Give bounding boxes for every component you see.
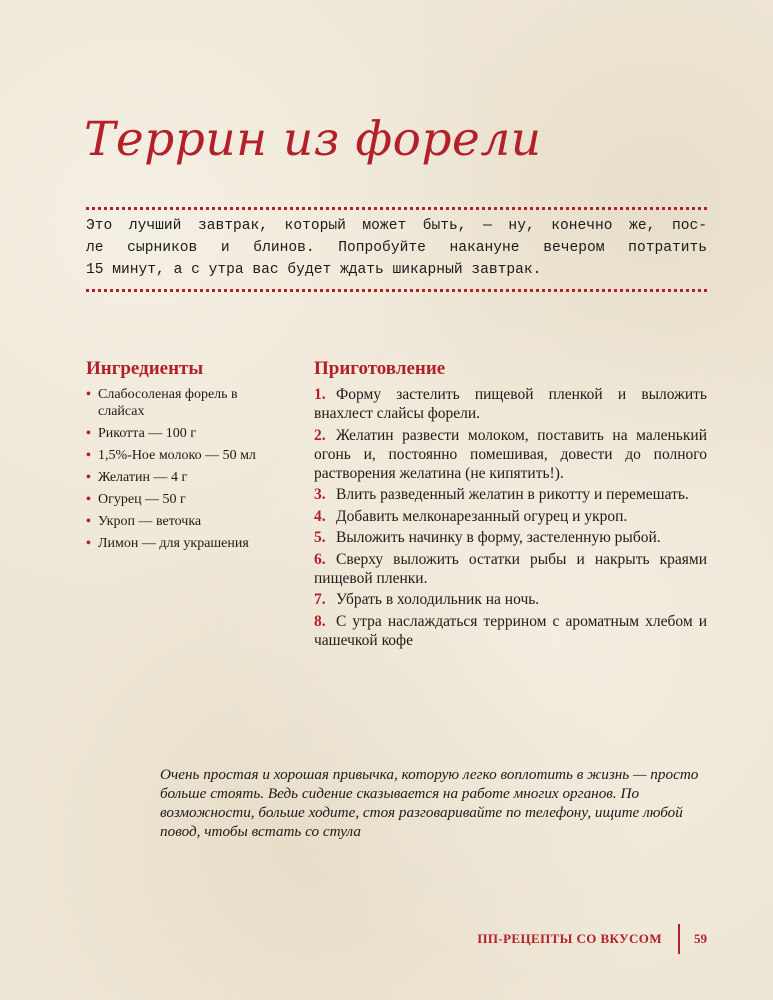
bullet-icon: • [86, 470, 91, 485]
intro-line: ле сырников и блинов. Попробуйте накануне вечером потратить [86, 240, 707, 256]
ingredient-text: Укроп — веточка [98, 514, 202, 529]
step-item [314, 590, 707, 609]
recipe-title: Террин из форели [84, 112, 542, 167]
step-number: 1. [314, 386, 326, 403]
page-number: 59 [694, 931, 707, 946]
step-number: 7. [314, 591, 326, 608]
bottom-dotted-rule [86, 289, 707, 292]
intro-text [86, 215, 707, 281]
ingredient-text: Огурец — 50 г [98, 492, 186, 507]
top-dotted-rule [86, 207, 707, 210]
list-item [86, 447, 286, 464]
list-item [86, 386, 286, 420]
step-item [314, 612, 707, 650]
list-item [86, 425, 286, 442]
step-text: С утра наслаждаться террином с ароматным хлебом и чашечкой кофе [314, 612, 707, 649]
list-item [86, 491, 286, 508]
step-number: 3. [314, 486, 326, 503]
step-number: 6. [314, 550, 326, 568]
ingredients-heading: Ингредиенты [86, 358, 204, 379]
ingredient-text: Желатин — 4 г [98, 470, 188, 485]
bullet-icon: • [86, 514, 91, 529]
preparation-section [314, 358, 707, 652]
bullet-icon: • [86, 492, 91, 507]
ingredient-text: Слабосоленая форель в слайсах [98, 387, 238, 419]
step-text: Сверху выложить остатки рыбы и накрыть краями пищевой пленки. [314, 550, 707, 587]
step-item [314, 507, 707, 526]
step-text: Убрать в холодильник на ночь. [336, 591, 540, 608]
step-number: 4. [314, 507, 326, 525]
step-text: Выложить начинку в форму, застеленную рыбой. [336, 529, 661, 546]
page-footer [477, 927, 707, 951]
ingredients-list [86, 386, 286, 552]
step-item [314, 485, 707, 504]
list-item [86, 469, 286, 486]
intro-line: 15 минут, а с утра вас будет ждать шикарный завтрак. [86, 262, 542, 278]
step-number: 8. [314, 612, 326, 630]
bullet-icon: • [86, 448, 91, 463]
intro-line: Это лучший завтрак, который может быть, — ну, конечно же, пос- [86, 218, 707, 234]
step-item [314, 528, 707, 547]
step-item [314, 426, 707, 483]
step-number: 2. [314, 426, 326, 444]
step-text: Влить разведенный желатин в рикотту и перемешать. [336, 486, 689, 503]
health-tip-note: Очень простая и хорошая привычка, которую легко воплотить в жизнь — просто больше стоять. Ведь сидение сказывается на работе многих органов. По возможности, больше ходите, стоя разговаривайте по телефону, ищите любой повод, чтобы встать со стула [160, 766, 699, 840]
step-text: Форму застелить пищевой пленкой и выложить внахлест слайсы форели. [314, 386, 707, 422]
step-item [314, 550, 707, 588]
book-section-title: ПП-РЕЦЕПТЫ СО ВКУСОМ [477, 931, 662, 946]
list-item [86, 535, 286, 552]
bullet-icon: • [86, 426, 91, 441]
ingredient-text: Лимон — для украшения [98, 536, 249, 551]
bullet-icon: • [86, 536, 91, 551]
step-number: 5. [314, 529, 326, 546]
step-text: Добавить мелконарезанный огурец и укроп. [336, 507, 628, 525]
preparation-heading: Приготовление [314, 358, 446, 379]
ingredient-text: 1,5%-Ное молоко — 50 мл [98, 448, 256, 463]
preparation-steps [314, 385, 707, 650]
step-item [314, 385, 707, 423]
list-item [86, 513, 286, 530]
ingredients-section [86, 358, 286, 557]
footer-divider [678, 924, 680, 954]
step-text: Желатин развести молоком, поставить на маленький огонь и, постоянно помешивая, довести до полного растворения желатина (не кипятить!). [314, 426, 707, 482]
bullet-icon: • [86, 387, 91, 402]
ingredient-text: Рикотта — 100 г [98, 426, 197, 441]
